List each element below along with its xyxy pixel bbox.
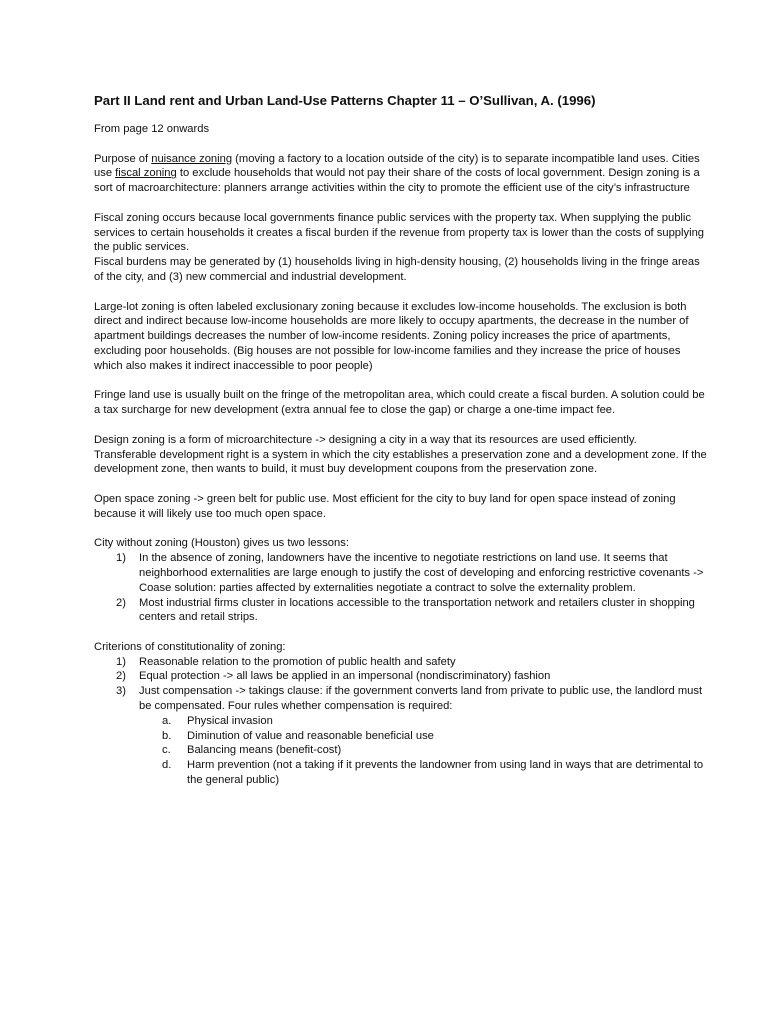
text-span: (moving a factory to a location outside of the city) is to separate incompatible land uses. Cities use — [94, 152, 700, 180]
page-title: Part II Land rent and Urban Land-Use Patterns Chapter 11 – O’Sullivan, A. (1996) — [94, 93, 596, 108]
paragraph-design-zoning: Design zoning is a form of microarchitecture -> designing a city in a way that its resources are used efficiently. — [94, 433, 637, 446]
list-item — [94, 669, 708, 684]
list-text: Balancing means (benefit-cost) — [187, 744, 342, 757]
list-text: In the absence of zoning, landowners have the incentive to negotiate restrictions on land use. It seems that neighborhood externalities are large enough to justify the cost of developing and enforcing restrictive covenants -> Coase solution: parties affected by externalities negotiate a contract to solve the externality problem. — [139, 552, 704, 594]
text-span: to exclude households that would not pay their share of the costs of local government. Design zoning is a sort of macroarchitecture: planners arrange activities within the city to promote the efficient use of the city’s infrastructure — [94, 167, 700, 195]
text-span: Purpose of — [94, 152, 152, 165]
underlined-term-nuisance-zoning: nuisance zoning — [151, 152, 233, 165]
list-number: 2) — [116, 670, 126, 683]
list-text: Reasonable relation to the promotion of public health and safety — [139, 655, 456, 668]
list-number: 1) — [116, 552, 126, 565]
list-item — [94, 743, 708, 758]
from-page-note: From page 12 onwards — [94, 123, 210, 135]
paragraph-open-space-zoning: Open space zoning -> green belt for public use. Most efficient for the city to buy land for open space instead of zoning because it will likely use too much open space. — [94, 492, 676, 520]
houston-lessons-list — [94, 551, 708, 625]
list-letter: d. — [162, 759, 172, 772]
list-text: Equal protection -> all laws be applied in an impersonal (nondiscriminatory) fashion — [139, 670, 551, 683]
houston-intro: City without zoning (Houston) gives us two lessons: — [94, 537, 349, 550]
list-number: 3) — [116, 685, 126, 698]
list-text: Physical invasion — [187, 714, 273, 727]
criteria-intro: Criterions of constitutionality of zoning: — [94, 640, 286, 653]
paragraph-transferable-development: Transferable development right is a system in which the city establishes a preservation zone and a development zone. If the development zone, then wants to build, it must buy development coupons from the preservation zone. — [94, 448, 707, 476]
list-number: 2) — [116, 596, 126, 609]
paragraph-fiscal-zoning: Fiscal zoning occurs because local governments finance public services with the property tax. When supplying the public services to certain households it creates a fiscal burden if the revenue from property tax is lower than the costs of supplying the public services. — [94, 211, 705, 254]
list-item — [94, 729, 708, 744]
compensation-rules-list — [139, 714, 708, 788]
list-number: 1) — [116, 655, 126, 668]
list-text: Most industrial firms cluster in locations accessible to the transportation network and retailers cluster in shopping centers and retail strips. — [139, 596, 695, 624]
paragraph-fringe-land-use: Fringe land use is usually built on the fringe of the metropolitan area, which could create a fiscal burden. A solution could be a tax surcharge for new development (extra annual fee to close the gap) or charge a one-time impact fee. — [94, 389, 705, 417]
paragraph-large-lot-zoning: Large-lot zoning is often labeled exclusionary zoning because it excludes low-income households. The exclusion is both direct and indirect because low-income households are more likely to occupy apartments, the decrease in the number of apartment buildings decreases the number of low-income residents. Zoning policy increases the price of apartments, excluding poor households. (Big houses are not possible for low-income families and they increase the price of houses which also makes it indirect inaccessible to poor people) — [94, 300, 689, 372]
list-item — [94, 655, 708, 670]
list-item — [94, 758, 708, 788]
paragraph-nuisance-zoning — [94, 152, 708, 196]
list-letter: c. — [162, 744, 171, 757]
list-letter: b. — [162, 729, 172, 742]
list-item — [94, 596, 708, 626]
criteria-list — [94, 655, 708, 788]
list-item — [94, 714, 708, 729]
list-text: Harm prevention (not a taking if it prevents the landowner from using land in ways that are detrimental to the general public) — [187, 759, 704, 787]
list-item — [94, 551, 708, 595]
list-text: Just compensation -> takings clause: if the government converts land from private to public use, the landlord must be compensated. Four rules whether compensation is required: — [139, 685, 703, 713]
underlined-term-fiscal-zoning: fiscal zoning — [115, 167, 177, 180]
list-letter: a. — [162, 714, 172, 727]
paragraph-fiscal-burdens: Fiscal burdens may be generated by (1) households living in high-density housing, (2) households living in the fringe areas of the city, and (3) new commercial and industrial development. — [94, 256, 700, 283]
list-item — [94, 684, 708, 788]
list-text: Diminution of value and reasonable beneficial use — [187, 729, 434, 742]
